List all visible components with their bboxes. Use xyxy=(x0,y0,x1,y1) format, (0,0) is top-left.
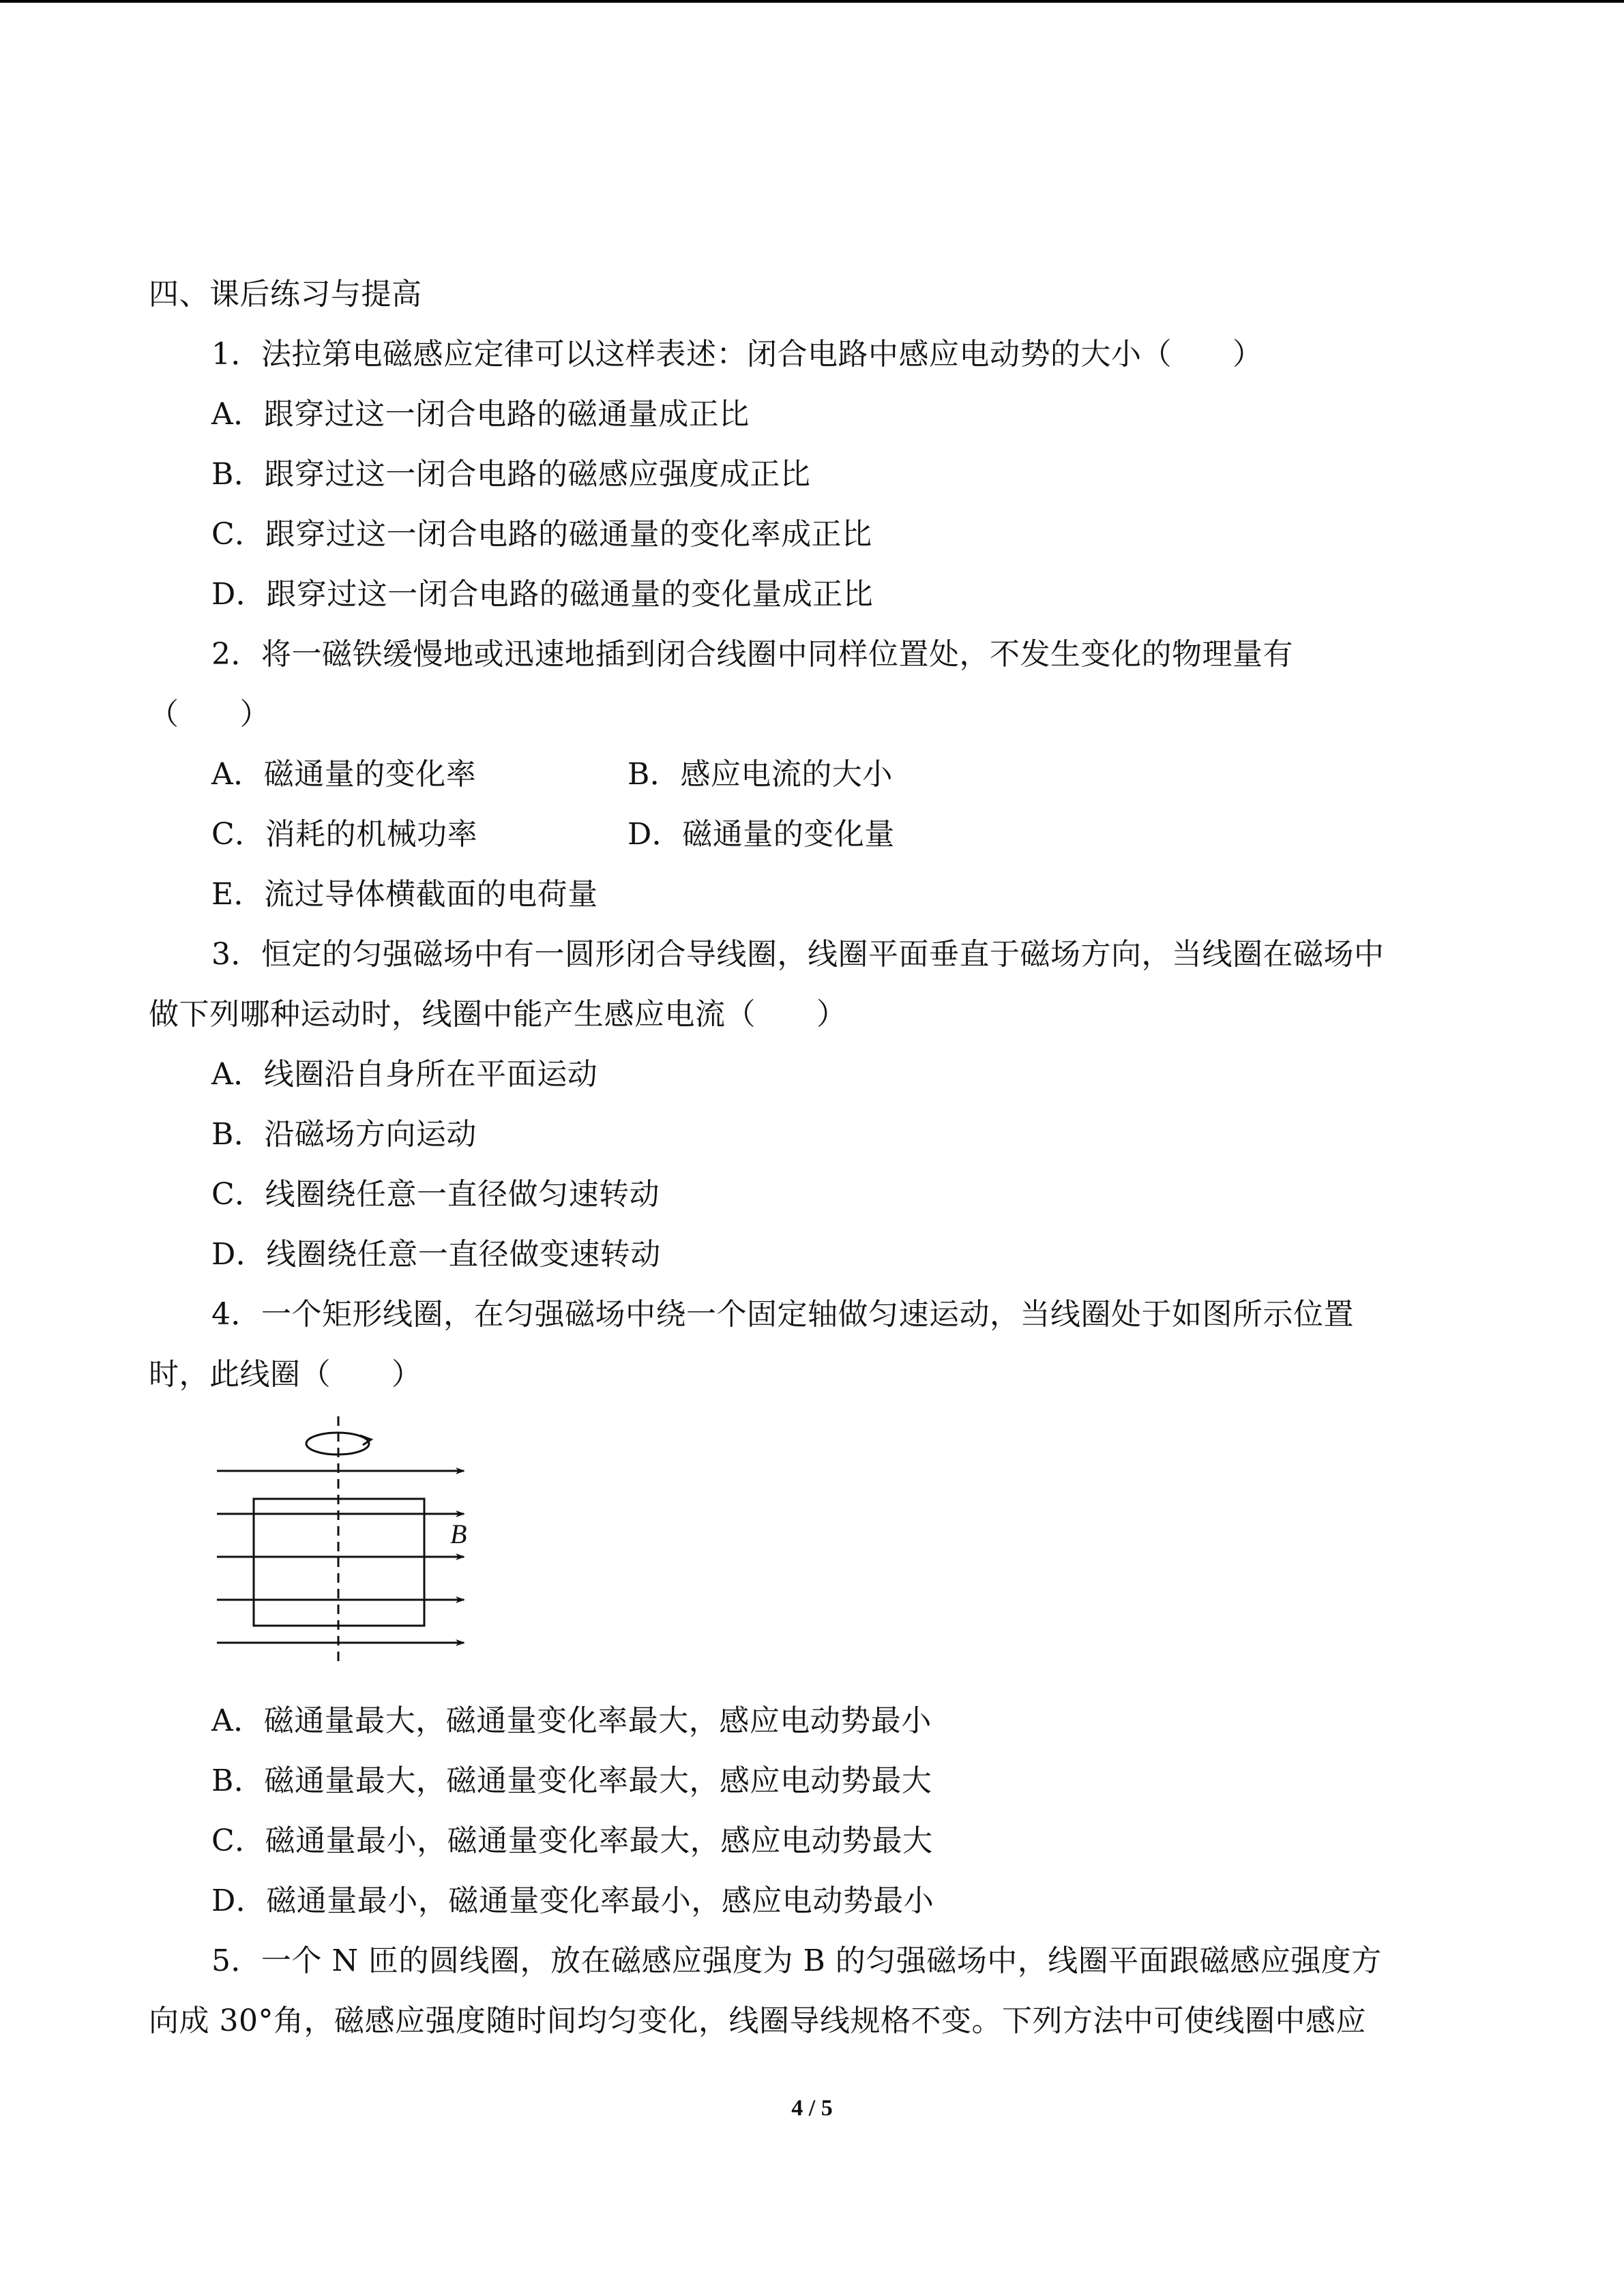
q4-option-b: B．磁通量最大，磁通量变化率最大，感应电动势最大 xyxy=(211,1763,932,1798)
q3-option-a: A．线圈沿自身所在平面运动 xyxy=(211,1057,598,1092)
q3-stem-line2: 做下列哪种运动时，线圈中能产生感应电流（ ） xyxy=(149,997,847,1032)
q2-stem-line2: （ ） xyxy=(149,697,270,732)
q2-option-b: B．感应电流的大小 xyxy=(628,757,893,792)
coil-in-magnetic-field-figure xyxy=(205,1408,477,1674)
q4-stem-line2: 时，此线圈（ ） xyxy=(149,1357,422,1392)
q4-stem-line1: 4．一个矩形线圈，在匀强磁场中绕一个固定轴做匀速运动，当线圈处于如图所示位置 xyxy=(211,1297,1354,1332)
q2-stem-line1: 2．将一磁铁缓慢地或迅速地插到闭合线圈中同样位置处，不发生变化的物理量有 xyxy=(211,637,1293,672)
q3-option-b: B．沿磁场方向运动 xyxy=(211,1117,477,1152)
q1-option-c: C．跟穿过这一闭合电路的磁通量的变化率成正比 xyxy=(211,517,872,552)
q2-option-c: C．消耗的机械功率 xyxy=(211,817,478,852)
q1-option-d: D．跟穿过这一闭合电路的磁通量的变化量成正比 xyxy=(211,577,874,612)
q4-option-a: A．磁通量最大，磁通量变化率最大，感应电动势最小 xyxy=(211,1703,932,1738)
q2-option-d: D．磁通量的变化量 xyxy=(628,817,895,852)
page-number: 4 / 5 xyxy=(791,2096,833,2121)
q5-stem-line2: 向成 30°角，磁感应强度随时间均匀变化，线圈导线规格不变。下列方法中可使线圈中感应 xyxy=(149,2003,1366,2038)
field-label-b: B xyxy=(450,1519,467,1549)
q1-option-b: B．跟穿过这一闭合电路的磁感应强度成正比 xyxy=(211,457,811,492)
q3-option-c: C．线圈绕任意一直径做匀速转动 xyxy=(211,1177,660,1212)
section-title: 四、课后练习与提高 xyxy=(149,277,422,312)
q4-option-c: C．磁通量最小，磁通量变化率最大，感应电动势最大 xyxy=(211,1823,933,1858)
q3-stem-line1: 3．恒定的匀强磁场中有一圆形闭合导线圈，线圈平面垂直于磁场方向，当线圈在磁场中 xyxy=(211,937,1385,972)
q2-option-a: A．磁通量的变化率 xyxy=(211,757,477,792)
q5-stem-line1: 5．一个 N 匝的圆线圈，放在磁感应强度为 B 的匀强磁场中，线圈平面跟磁感应强度方 xyxy=(211,1943,1382,1978)
q3-option-d: D．线圈绕任意一直径做变速转动 xyxy=(211,1237,661,1272)
q2-option-e: E．流过导体横截面的电荷量 xyxy=(211,877,598,912)
top-border xyxy=(0,0,1624,3)
q4-option-d: D．磁通量最小，磁通量变化率最小，感应电动势最小 xyxy=(211,1883,934,1918)
q1-stem: 1．法拉第电磁感应定律可以这样表述：闭合电路中感应电动势的大小（ ） xyxy=(211,337,1263,372)
q1-option-a: A．跟穿过这一闭合电路的磁通量成正比 xyxy=(211,397,750,432)
